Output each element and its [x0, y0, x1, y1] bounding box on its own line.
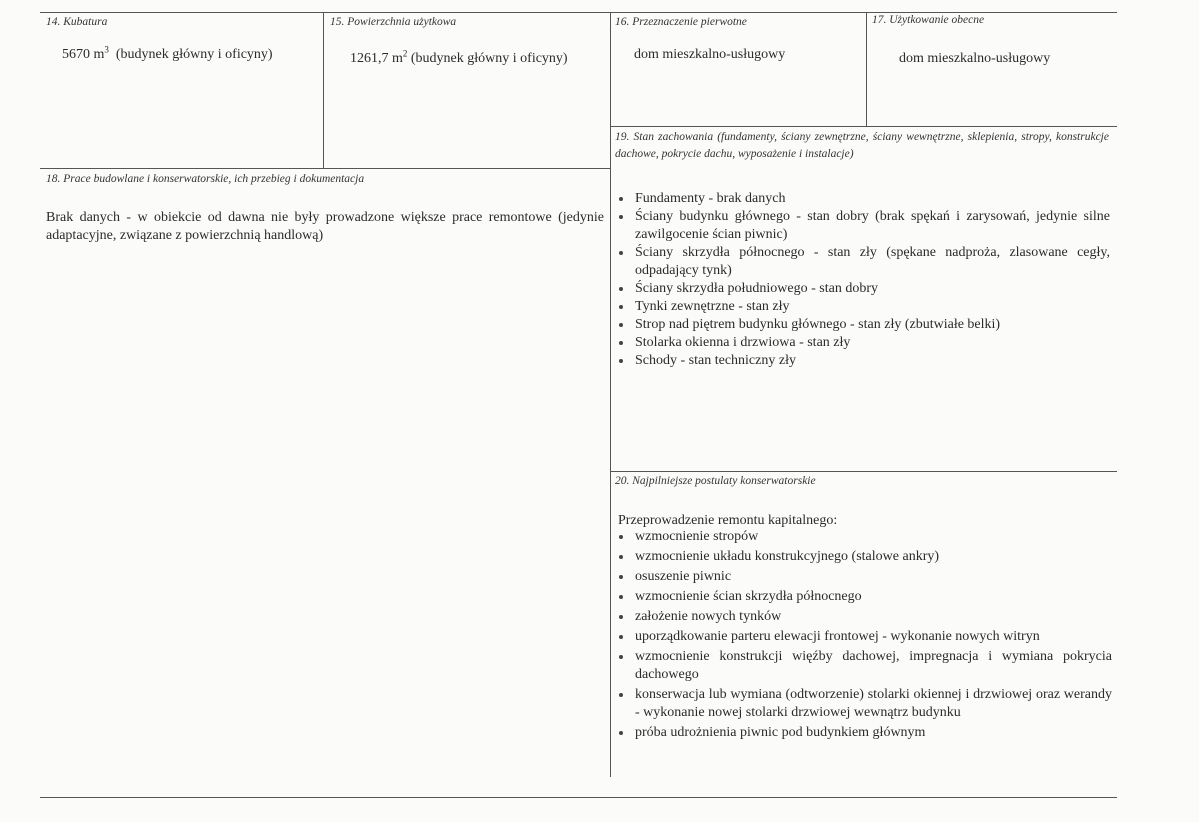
list-item: wzmocnienie układu konstrukcyjnego (stalowe ankry) [614, 548, 1112, 566]
list-item: uporządkowanie parteru elewacji frontowej - wykonanie nowych witryn [614, 628, 1112, 646]
stan-zachowania-header: 19. Stan zachowania (fundamenty, ściany zewnętrzne, ściany wewnętrzne, sklepienia, stropy, konstrukcje dachowe, pokrycie dachu, wyposażenie i instalacje) [615, 131, 1109, 160]
list-item: Schody - stan techniczny zły [614, 352, 1110, 370]
postulaty-list [614, 528, 1112, 744]
powierzchnia-value [350, 48, 568, 67]
przeznaczenie-header: 16. Przeznaczenie pierwotne [615, 16, 747, 28]
list-item: wzmocnienie ścian skrzydła północnego [614, 588, 1112, 606]
list-item: Ściany budynku głównego - stan dobry (brak spękań i zarysowań, jedynie silne zawilgocenie ścian piwnic) [614, 208, 1110, 244]
list-item: założenie nowych tynków [614, 608, 1112, 626]
top-border [40, 12, 1117, 13]
uzytkowanie-header: 17. Użytkowanie obecne [872, 14, 985, 26]
divider-row-20 [610, 471, 1117, 472]
powierzchnia-unit-exponent: 2 [402, 48, 408, 59]
prace-header: 18. Prace budowlane i konserwatorskie, ich przebieg i dokumentacja [46, 173, 365, 185]
postulaty-intro: Przeprowadzenie remontu kapitalnego: [618, 513, 838, 528]
kubatura-number: 5670 m [62, 47, 105, 62]
divider-16-17 [866, 12, 867, 126]
divider-row-18 [40, 168, 610, 169]
stan-zachowania-list [614, 190, 1110, 370]
powierzchnia-note: (budynek główny i oficyny) [407, 51, 568, 66]
list-item: Ściany skrzydła północnego - stan zły (spękane nadproża, zlasowane cegły, odpadający tynk) [614, 244, 1110, 280]
list-item: próba udrożnienia piwnic pod budynkiem głównym [614, 724, 1112, 742]
kubatura-note: (budynek główny i oficyny) [108, 47, 273, 62]
list-item: Ściany skrzydła południowego - stan dobry [614, 280, 1110, 298]
list-item: konserwacja lub wymiana (odtworzenie) stolarki okiennej i drzwiowej oraz werandy - wykonanie nowej stolarki drzwiowej wewnątrz budynku [614, 686, 1112, 722]
powierzchnia-number: 1261,7 m [350, 51, 403, 66]
prace-text: Brak danych - w obiekcie od dawna nie były prowadzone większe prace remontowe (jedynie adaptacyjne, związane z powierzchnią handlową) [46, 210, 604, 243]
powierzchnia-header: 15. Powierzchnia użytkowa [330, 16, 457, 28]
list-item: wzmocnienie stropów [614, 528, 1112, 546]
kubatura-value [62, 44, 273, 63]
list-item: Fundamenty - brak danych [614, 190, 1110, 208]
kubatura-header: 14. Kubatura [46, 16, 108, 28]
list-item: Tynki zewnętrzne - stan zły [614, 298, 1110, 316]
uzytkowanie-value: dom mieszkalno-usługowy [899, 51, 1051, 66]
list-item: osuszenie piwnic [614, 568, 1112, 586]
divider-row-19 [610, 126, 1117, 127]
bottom-border [40, 797, 1117, 798]
list-item: Stolarka okienna i drzwiowa - stan zły [614, 334, 1110, 352]
list-item: wzmocnienie konstrukcji więźby dachowej, impregnacja i wymiana pokrycia dachowego [614, 648, 1112, 684]
przeznaczenie-value: dom mieszkalno-usługowy [634, 47, 786, 62]
divider-14-15 [323, 12, 324, 168]
list-item: Strop nad piętrem budynku głównego - stan zły (zbutwiałe belki) [614, 316, 1110, 334]
postulaty-header: 20. Najpilniejsze postulaty konserwatorskie [615, 475, 816, 487]
kubatura-unit-exponent: 3 [104, 44, 109, 55]
